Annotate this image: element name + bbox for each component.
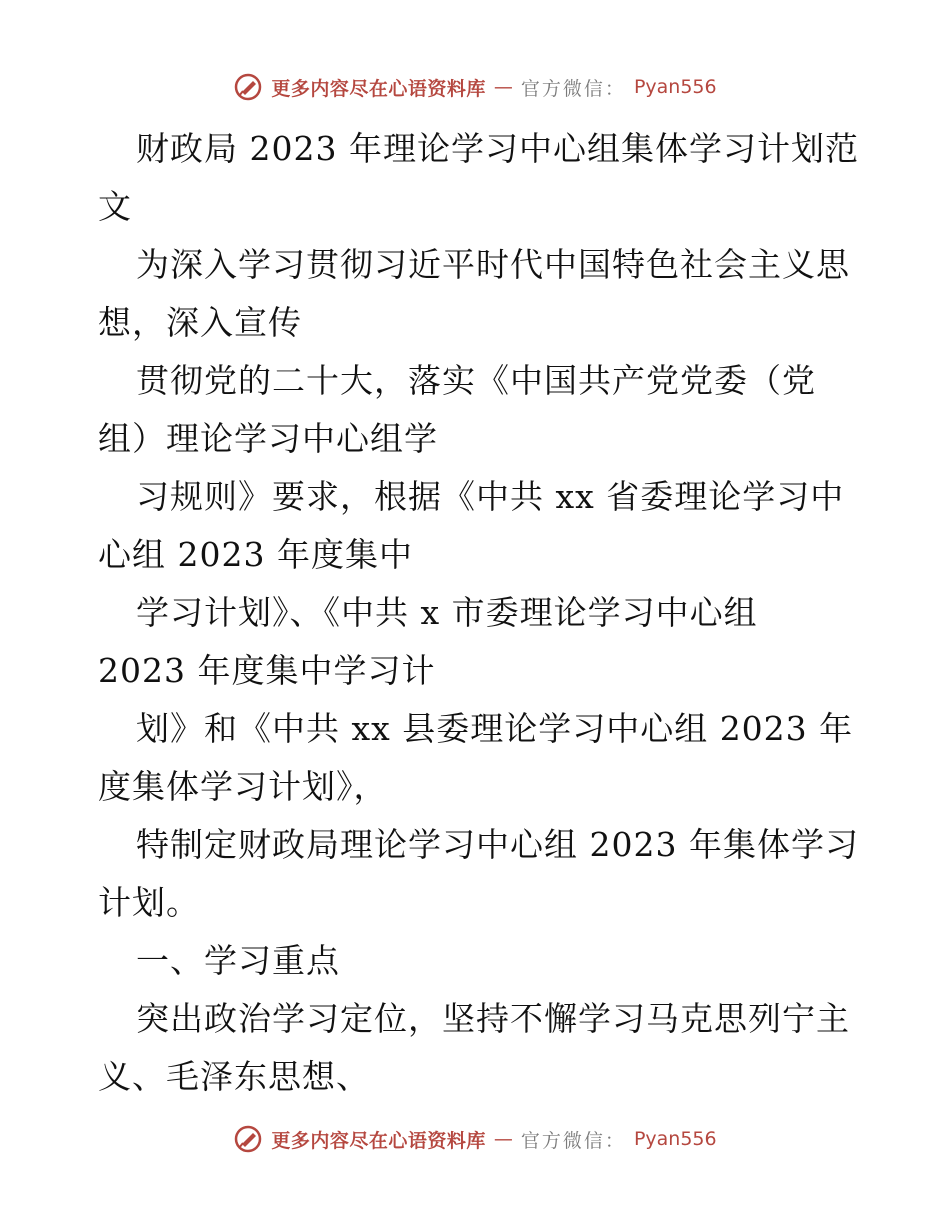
paragraph-line: 义、毛泽东思想、 [98,1057,370,1096]
paragraph-line: 习规则》要求，根据《中共 xx 省委理论学习中 [136,477,845,516]
paragraph-line: 特制定财政局理论学习中心组 2023 年集体学习 [136,825,859,864]
paragraph-line: 计划。 [98,883,200,922]
brand-text: 更多内容尽在心语资料库 [271,1129,486,1152]
paragraph-line: 划》和《中共 xx 县委理论学习中心组 2023 年 [136,709,854,748]
paragraph-line: 学习计划》、《中共 x 市委理论学习中心组 [136,593,758,632]
title-line-1: 财政局 2023 年理论学习中心组集体学习计划范 [136,129,859,168]
wechat-id: Pyan556 [633,1128,717,1150]
paragraph-line: 组）理论学习中心组学 [98,419,438,458]
brand-text: 更多内容尽在心语资料库 [271,77,486,100]
wechat-id: Pyan556 [633,76,717,98]
separator-dash: — [493,76,513,98]
title-line-2: 文 [98,187,132,226]
logo-icon [233,72,263,102]
paragraph-line: 度集体学习计划》， [98,767,388,806]
paragraph-line: 想，深入宣传 [98,303,302,342]
section-heading: 一、学习重点 [136,941,340,980]
official-wechat-label: 官方微信： [520,77,626,100]
document-body [98,120,858,1106]
paragraph-line: 贯彻党的二十大，落实《中国共产党党委（党 [136,361,816,400]
paragraph-line: 2023 年度集中学习计 [98,651,436,690]
paragraph-line: 突出政治学习定位，坚持不懈学习马克思列宁主 [136,999,850,1038]
watermark-header [0,72,950,102]
paragraph-line: 心组 2023 年度集中 [98,535,413,574]
paragraph-line: 为深入学习贯彻习近平时代中国特色社会主义思 [136,245,850,284]
logo-icon [233,1124,263,1154]
separator-dash: — [493,1128,513,1150]
official-wechat-label: 官方微信： [520,1129,626,1152]
watermark-footer [0,1124,950,1154]
